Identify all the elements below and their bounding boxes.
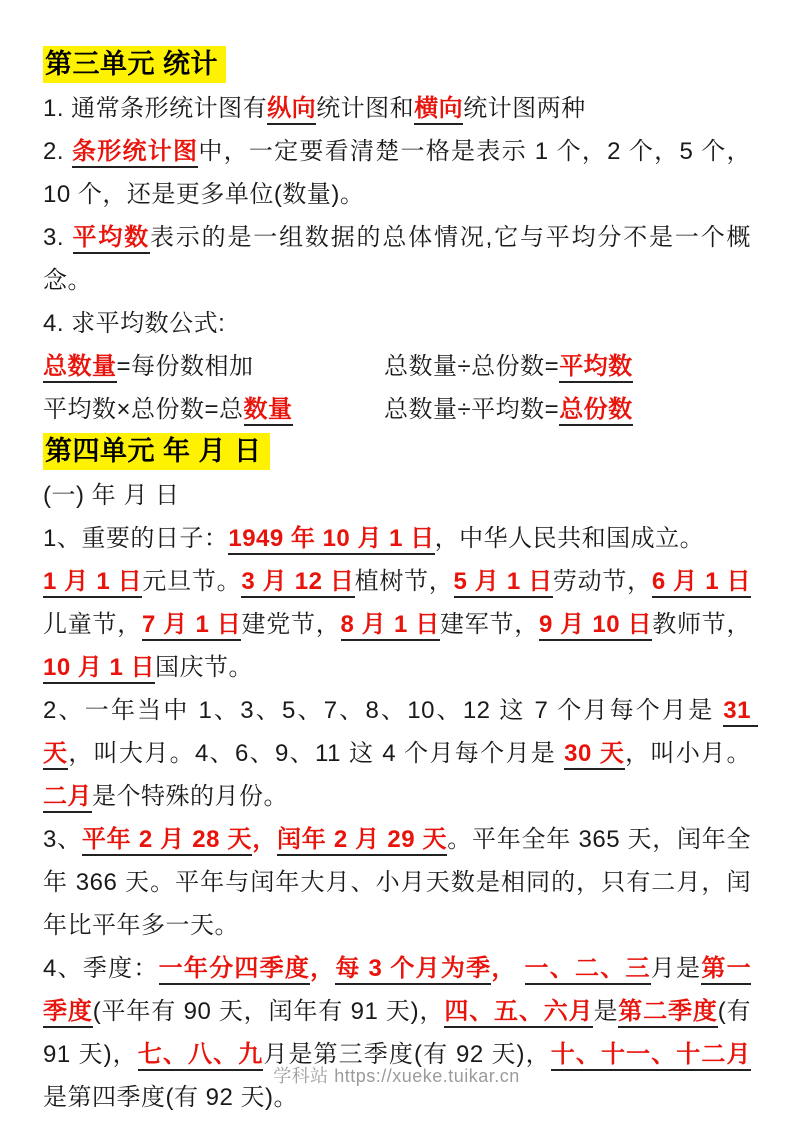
body-text: 1. 通常条形统计图有 <box>43 95 268 122</box>
body-text: 建党节， <box>241 611 341 638</box>
body-text: 月是第三季度(有 92 天)， <box>263 1041 551 1068</box>
formula-right <box>384 345 633 388</box>
paragraph <box>43 302 751 345</box>
key-term: 1 月 1 日 <box>43 568 142 598</box>
body-text: 3、 <box>43 826 82 853</box>
body-text: (平年有 90 天，闰年有 91 天)， <box>92 998 445 1025</box>
heading-line <box>43 431 751 474</box>
body-text: 是第四季度(有 92 天)。 <box>43 1084 299 1111</box>
key-term: 8 月 1 日 <box>341 611 440 641</box>
key-term: 31 天 <box>43 697 758 770</box>
body-text: ，叫大月。4、6、9、11 这 4 个月每个月是 <box>68 740 565 767</box>
key-term: 平年 2 月 28 天 <box>82 826 252 856</box>
key-term: 每 3 个月为季 <box>335 955 491 985</box>
key-term: 数量 <box>244 396 293 426</box>
body-text: 建军节， <box>439 611 539 638</box>
body-text: 表示的是一组数据的总体情况,它与平均分不是一个概念。 <box>43 224 752 294</box>
key-term: 一、二、三 <box>525 955 651 985</box>
body-text: 总数量÷总份数= <box>384 353 560 380</box>
body-text: (一) 年 月 日 <box>43 482 180 509</box>
body-text: 平均数×总份数=总 <box>43 396 244 423</box>
paragraph <box>43 947 759 1119</box>
body-text: 中，一定要看清楚一格是表示 1 个，2 个，5 个，10 个，还是更多单位(数量)。 <box>43 138 752 208</box>
body-text: 1、重要的日子： <box>43 525 229 552</box>
formula-row <box>43 388 751 431</box>
formula-left <box>43 345 384 388</box>
paragraph <box>43 216 751 302</box>
key-term: 30 天 <box>564 740 625 770</box>
body-text: 儿童节， <box>43 611 143 638</box>
body-text: 教师节， <box>652 611 752 638</box>
body-text: 2. <box>43 138 72 165</box>
paragraph <box>43 818 751 947</box>
footer-credit <box>0 1062 793 1090</box>
section-heading: 第四单元 年 月 日 <box>43 433 270 470</box>
body-text: 4、季度： <box>43 955 159 982</box>
key-term: 10 月 1 日 <box>43 654 155 684</box>
key-term: 七、八、九 <box>138 1041 264 1071</box>
red-text: ， <box>252 826 277 853</box>
body-text: 是个特殊的月份。 <box>92 783 288 810</box>
paragraph <box>43 130 751 216</box>
body-text: 是 <box>593 998 619 1025</box>
body-text: ，叫小月。 <box>625 740 752 767</box>
body-text: 月是 <box>650 955 702 982</box>
key-term: 总数量 <box>43 353 117 383</box>
key-term: 9 月 10 日 <box>539 611 652 641</box>
body-text: 植树节， <box>354 568 454 595</box>
body-text: ，中华人民共和国成立。 <box>434 525 705 552</box>
key-term: 条形统计图 <box>72 138 198 168</box>
key-term: 一年分四季度 <box>159 955 311 985</box>
red-text: ， <box>310 955 336 982</box>
key-term: 闰年 2 月 29 天 <box>277 826 447 856</box>
body-text: 3. <box>43 224 73 251</box>
key-term: 度 <box>68 998 93 1028</box>
red-text: ， <box>491 955 517 982</box>
body-text: 总数量÷平均数= <box>384 396 560 423</box>
key-term: 二月 <box>43 783 92 813</box>
paragraph <box>43 474 751 517</box>
body-text: =每份数相加 <box>116 353 254 380</box>
body-text: 2、一年当中 1、3、5、7、8、10、12 这 7 个月每个月是 <box>43 697 724 724</box>
key-term: 3 月 12 日 <box>241 568 354 598</box>
paragraph <box>43 87 751 130</box>
body-text: 4. 求平均数公式: <box>43 310 226 337</box>
key-term: 总份数 <box>559 396 633 426</box>
key-term: 第一季 <box>43 955 751 1028</box>
key-term: 横向 <box>414 95 463 125</box>
body-text: 国庆节。 <box>155 654 254 681</box>
body-text: 统计图和 <box>316 95 415 122</box>
body-text: 元旦节。 <box>142 568 242 595</box>
key-term: 7 月 1 日 <box>142 611 241 641</box>
key-term: 四、五、六月 <box>444 998 593 1028</box>
key-term: 平均数 <box>559 353 633 383</box>
paragraph <box>43 517 751 560</box>
body-text: (有 91 天)， <box>43 998 759 1068</box>
key-term: 6 月 1 日 <box>652 568 751 598</box>
footer-text: 学科站 https://xueke.tuikar.cn <box>273 1066 520 1086</box>
key-term: 5 月 1 日 <box>454 568 553 598</box>
formula-right <box>384 388 633 431</box>
key-term: 1949 年 10 月 1 日 <box>228 525 434 555</box>
key-term: 纵向 <box>267 95 316 125</box>
paragraph <box>43 560 751 689</box>
key-term: 第二季度 <box>618 998 717 1028</box>
key-term: 平均数 <box>73 224 150 254</box>
body-text <box>517 955 525 982</box>
key-term: 十、十一、十二月 <box>551 1041 751 1071</box>
body-text: 统计图两种 <box>463 95 586 122</box>
formula-left <box>43 388 384 431</box>
formula-row <box>43 345 751 388</box>
section-heading: 第三单元 统计 <box>43 46 226 83</box>
paragraph <box>43 689 759 818</box>
body-text: 。平年全年 365 天，闰年全年 366 天。平年与闰年大月、小月天数是相同的，只有二月，闰年比平年多一天。 <box>43 826 752 939</box>
heading-line <box>43 44 751 87</box>
body-text: 劳动节， <box>552 568 652 595</box>
